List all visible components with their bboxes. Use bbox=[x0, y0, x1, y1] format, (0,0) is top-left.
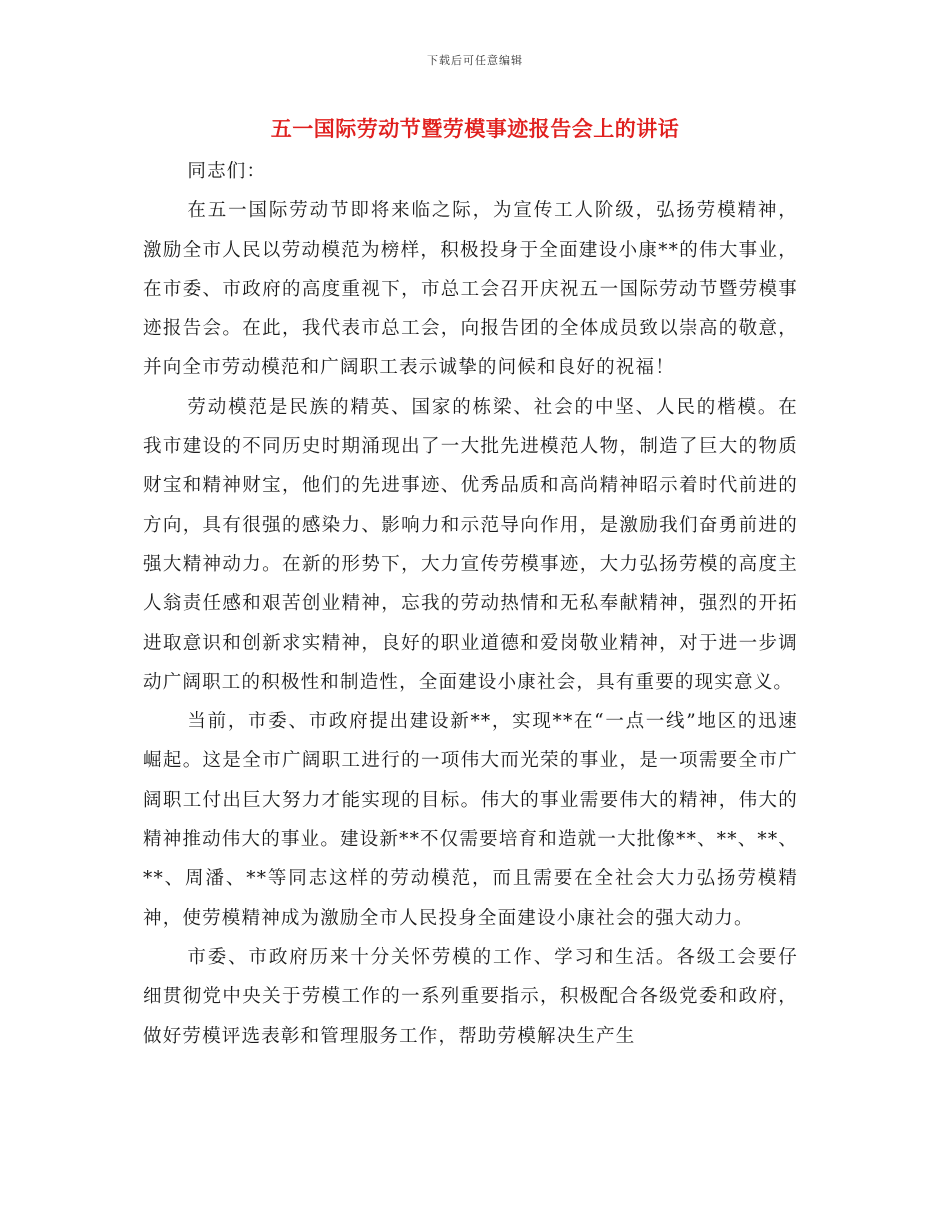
salutation: 同志们： bbox=[187, 161, 267, 182]
document-body bbox=[143, 152, 798, 1056]
paragraph: 劳动模范是民族的精英、国家的栋梁、社会的中坚、人民的楷模。在我市建设的不同历史时期涌现出了一大批先进模范人物，制造了巨大的物质财宝和精神财宝，他们的先进事迹、优秀品质和高尚精神昭示着时代前进的方向，具有很强的感染力、影响力和示范导向作用，是激励我们奋勇前进的强大精神动力。在新的形势下，大力宣传劳模事迹，大力弘扬劳模的高度主人翁责任感和艰苦创业精神，忘我的劳动热情和无私奉献精神，强烈的开拓进取意识和创新求实精神，良好的职业道德和爱岗敬业精神，对于进一步调动广阔职工的积极性和制造性，全面建设小康社会，具有重要的现实意义。 bbox=[143, 396, 798, 693]
paragraph: 在五一国际劳动节即将来临之际，为宣传工人阶级，弘扬劳模精神，激励全市人民以劳动模范为榜样，积极投身于全面建设小康**的伟大事业，在市委、市政府的高度重视下，市总工会召开庆祝五一国际劳动节暨劳模事迹报告会。在此，我代表市总工会，向报告团的全体成员致以崇高的敬意，并向全市劳动模范和广阔职工表示诚挚的问候和良好的祝福！ bbox=[143, 200, 798, 379]
document-title: 五一国际劳动节暨劳模事迹报告会上的讲话 bbox=[270, 116, 680, 141]
download-note: 下载后可任意编辑 bbox=[427, 54, 523, 67]
paragraph: 市委、市政府历来十分关怀劳模的工作、学习和生活。各级工会要仔细贯彻党中央关于劳模工作的一系列重要指示，积极配合各级党委和政府，做好劳模评选表彰和管理服务工作，帮助劳模解决生产生 bbox=[143, 946, 798, 1047]
paragraph: 当前，市委、市政府提出建设新**，实现**在“一点一线”地区的迅速崛起。这是全市广阔职工进行的一项伟大而光荣的事业，是一项需要全市广阔职工付出巨大努力才能实现的目标。伟大的事业需要伟大的精神，伟大的精神推动伟大的事业。建设新**不仅需要培育和造就一大批像**、**、**、**、周潘、**等同志这样的劳动模范，而且需要在全社会大力弘扬劳模精神，使劳模精神成为激励全市人民投身全面建设小康社会的强大动力。 bbox=[143, 711, 798, 929]
